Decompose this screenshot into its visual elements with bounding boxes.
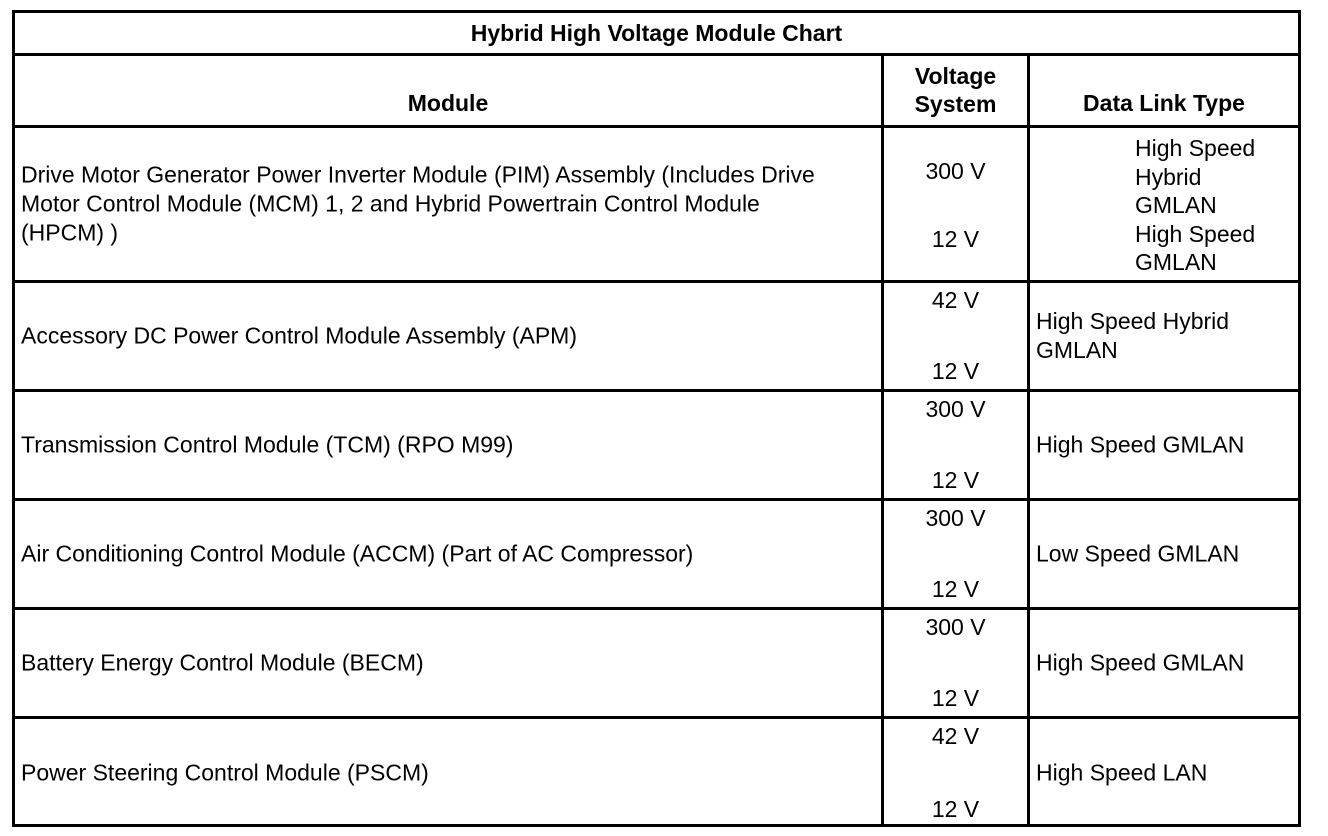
data-link-line: High Speed	[1135, 135, 1256, 161]
voltage-cell	[884, 283, 1030, 389]
voltage-top: 300 V	[925, 396, 986, 422]
voltage-cell	[884, 719, 1030, 827]
data-link-type: High Speed GMLAN	[1036, 649, 1245, 676]
link-cell	[1030, 501, 1298, 607]
data-link-line: High Speed	[1135, 220, 1256, 247]
link-cell	[1030, 128, 1298, 280]
module-cell	[15, 392, 884, 498]
voltage-cell	[884, 392, 1030, 498]
link-cell	[1030, 283, 1298, 389]
header-module-cell	[15, 56, 884, 125]
table-row	[15, 719, 1298, 827]
voltage-bottom: 12 V	[931, 358, 980, 384]
table-row	[15, 610, 1298, 719]
data-link-type: Low Speed GMLAN	[1036, 540, 1240, 567]
data-link-type: High Speed GMLAN	[1036, 431, 1245, 458]
voltage-cell	[884, 128, 1030, 280]
module-cell	[15, 501, 884, 607]
module-cell	[15, 128, 884, 280]
link-cell	[1030, 392, 1298, 498]
data-link-type: High Speed LAN	[1036, 759, 1208, 786]
module-cell	[15, 283, 884, 389]
link-cell	[1030, 719, 1298, 827]
data-link-type: High Speed Hybrid GMLAN	[1036, 308, 1230, 363]
voltage-top: 300 V	[925, 614, 986, 640]
header-voltage-line2: System	[914, 91, 997, 117]
table-row	[15, 283, 1298, 392]
module-cell	[15, 610, 884, 716]
module-name: Drive Motor Generator Power Inverter Module (PIM) Assembly (Includes Drive Motor Control Module (MCM) 1, 2 and Hybrid Powertrain Control Module (HPCM) )	[21, 161, 815, 246]
module-cell	[15, 719, 884, 827]
link-cell	[1030, 610, 1298, 716]
table-row	[15, 501, 1298, 610]
header-module: Module	[407, 90, 489, 116]
voltage-top: 42 V	[931, 287, 980, 313]
table-row	[15, 128, 1298, 283]
data-link-line: GMLAN	[1135, 192, 1217, 218]
voltage-cell	[884, 501, 1030, 607]
voltage-top: 42 V	[931, 723, 980, 749]
voltage-cell	[884, 610, 1030, 716]
table-row	[15, 392, 1298, 501]
module-name: Transmission Control Module (TCM) (RPO M99)	[21, 431, 514, 458]
module-name: Battery Energy Control Module (BECM)	[21, 649, 424, 676]
module-name: Power Steering Control Module (PSCM)	[21, 759, 429, 786]
voltage-bottom: 12 V	[931, 685, 980, 711]
header-voltage-line1: Voltage	[914, 63, 997, 89]
module-chart-table	[12, 10, 1301, 827]
voltage-bottom: 12 V	[931, 576, 980, 602]
header-voltage-cell	[884, 56, 1030, 125]
header-row	[15, 56, 1298, 128]
header-voltage	[884, 62, 1027, 118]
header-data-link: Data Link Type	[1083, 90, 1245, 116]
voltage-bottom: 12 V	[931, 226, 980, 252]
data-link-type	[1135, 134, 1255, 277]
voltage-top: 300 V	[925, 505, 986, 531]
module-name: Accessory DC Power Control Module Assembly (APM)	[21, 322, 577, 349]
voltage-bottom: 12 V	[931, 796, 980, 822]
header-link-cell	[1030, 56, 1298, 125]
data-link-line: GMLAN	[1135, 249, 1217, 275]
voltage-bottom: 12 V	[931, 467, 980, 493]
voltage-top: 300 V	[925, 158, 986, 184]
module-name: Air Conditioning Control Module (ACCM) (Part of AC Compressor)	[21, 540, 694, 567]
table-title: Hybrid High Voltage Module Chart	[15, 13, 1298, 56]
data-link-line: Hybrid	[1135, 163, 1202, 190]
